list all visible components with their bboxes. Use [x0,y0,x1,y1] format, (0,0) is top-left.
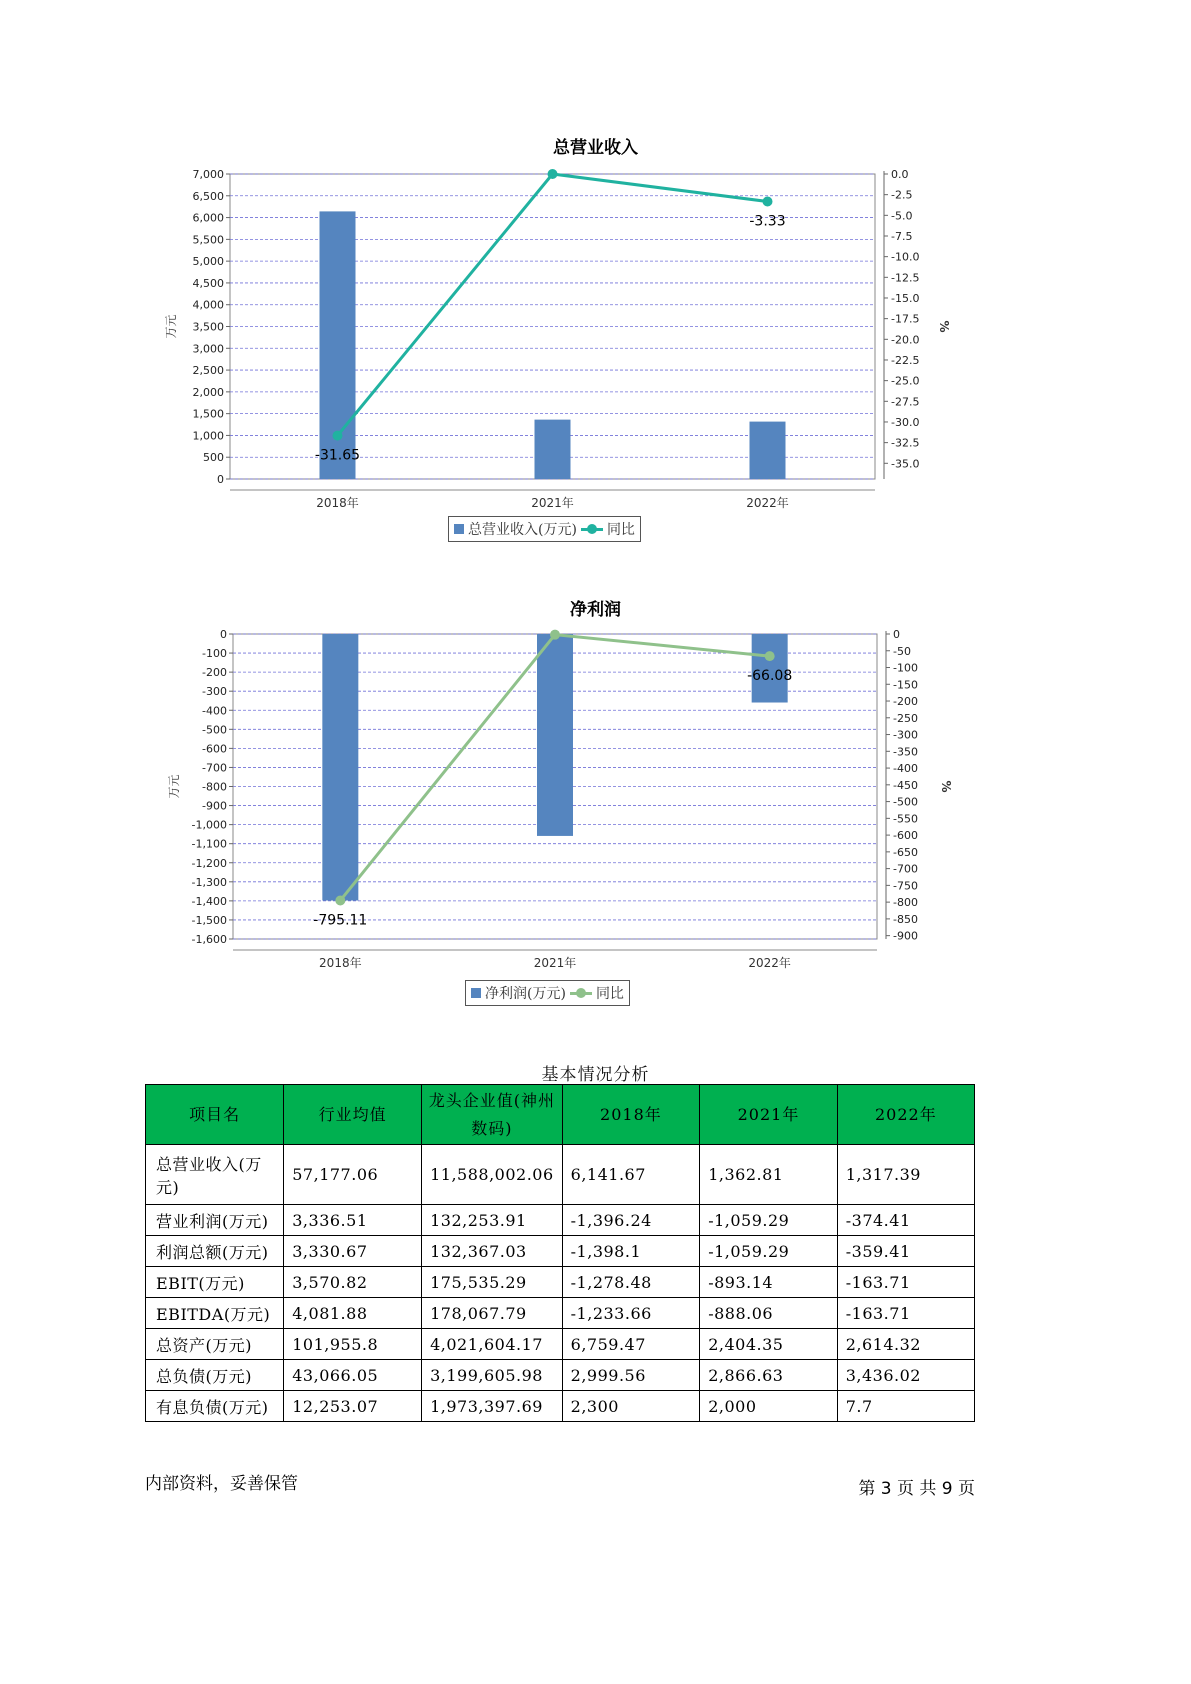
table-row [146,1236,975,1267]
x-tick-label: 2022年 [746,496,789,510]
y-tick-label: -1,200 [191,856,227,870]
row-label: EBIT(万元) [146,1267,284,1298]
x-tick-label: 2021年 [531,496,574,510]
y-tick-label: 6,000 [192,211,224,225]
y2-tick-label: -750 [893,879,918,893]
row-label: EBITDA(万元) [146,1298,284,1329]
y2-tick-label: -400 [893,762,918,776]
x-tick-label: 2018年 [316,496,359,510]
footer-confidential-note: 内部资料，妥善保管 [145,1474,298,1494]
yoy-point [763,197,773,207]
chart2-title: 净利润 [570,600,621,620]
table-row [146,1329,975,1360]
cell: -359.41 [837,1236,974,1267]
revenue-chart [0,160,1191,520]
header-2022: 2022年 [837,1085,974,1145]
y-tick-label: 0 [220,628,227,641]
y2-tick-label: -22.5 [891,353,920,367]
header-item-name: 项目名 [146,1085,284,1145]
chart1-legend [448,516,641,542]
y-axis-title: 万元 [167,774,181,799]
cell: -1,398.1 [562,1236,700,1267]
y2-tick-label: -550 [893,812,918,826]
y2-tick-label: -300 [893,728,918,742]
cell: -374.41 [837,1205,974,1236]
y2-tick-label: -650 [893,845,918,859]
y2-tick-label: -10.0 [891,250,920,264]
y2-tick-label: -700 [893,862,918,876]
yoy-point [548,169,558,179]
y-tick-label: 5,000 [192,255,224,269]
y-tick-label: -800 [202,780,227,794]
y-tick-label: 500 [203,451,224,465]
y-tick-label: -700 [202,761,227,775]
y-tick-label: -300 [202,685,227,699]
y2-tick-label: 0 [893,628,900,641]
cell: 2,614.32 [837,1329,974,1360]
cell: 2,404.35 [700,1329,838,1360]
cell: 3,336.51 [284,1205,422,1236]
cell: 57,177.06 [284,1145,422,1205]
y2-tick-label: 0.0 [891,168,909,181]
y-tick-label: -1,500 [191,913,227,927]
y-axis-title: 万元 [164,314,178,339]
y-tick-label: -500 [202,723,227,737]
y2-tick-label: -150 [893,678,918,692]
y2-tick-label: -15.0 [891,291,920,305]
bar [750,422,786,479]
legend-yoy-label: 同比 [595,986,624,1002]
y2-tick-label: -850 [893,912,918,926]
legend-netprofit-label: 净利润(万元) [485,986,566,1002]
y-tick-label: 2,500 [192,364,224,378]
cell: 2,999.56 [562,1360,700,1391]
cell: 3,199,605.98 [422,1360,563,1391]
cell: 3,570.82 [284,1267,422,1298]
table-row [146,1360,975,1391]
y2-tick-label: -350 [893,745,918,759]
yoy-point [765,651,775,661]
cell: 3,330.67 [284,1236,422,1267]
y2-tick-label: -30.0 [891,415,920,429]
yoy-data-label: -31.65 [314,447,361,464]
y-tick-label: -1,600 [191,933,227,946]
cell: 175,535.29 [422,1267,563,1298]
y2-tick-label: -900 [893,929,918,943]
cell: 132,253.91 [422,1205,563,1236]
cell: 43,066.05 [284,1360,422,1391]
table-header-row [146,1085,975,1145]
y-tick-label: 7,000 [192,168,224,181]
y2-tick-label: -35.0 [891,457,920,471]
y2-tick-label: -2.5 [891,188,913,202]
y2-tick-label: -25.0 [891,374,920,388]
y-tick-label: -200 [202,666,227,680]
legend-yoy-label: 同比 [606,522,635,538]
cell: -163.71 [837,1298,974,1329]
legend-line-swatch [570,988,592,998]
row-label: 总负债(万元) [146,1360,284,1391]
y2-tick-label: -12.5 [891,271,920,285]
cell: 6,759.47 [562,1329,700,1360]
y-tick-label: -1,000 [191,818,227,832]
y-tick-label: -1,100 [191,837,227,851]
cell: 1,362.81 [700,1145,838,1205]
cell: 1,317.39 [837,1145,974,1205]
yoy-data-label: -3.33 [749,213,786,230]
y2-tick-label: -7.5 [891,229,913,243]
bar [535,420,571,479]
footer-page-number: 第 3 页 共 9 页 [858,1479,975,1499]
y2-tick-label: -600 [893,829,918,843]
row-label: 有息负债(万元) [146,1391,284,1422]
x-tick-label: 2021年 [533,956,577,970]
cell: 101,955.8 [284,1329,422,1360]
y-tick-label: 4,500 [192,276,224,290]
y2-tick-label: -32.5 [891,436,920,450]
y2-tick-label: -50 [893,644,911,658]
net-profit-chart [0,622,1191,982]
cell: 178,067.79 [422,1298,563,1329]
y2-tick-label: -17.5 [891,312,920,326]
cell: -1,396.24 [562,1205,700,1236]
yoy-data-label: -66.08 [747,668,793,685]
y2-tick-label: -800 [893,896,918,910]
y-tick-label: 1,000 [192,429,224,443]
y-tick-label: 3,000 [192,342,224,356]
header-2021: 2021年 [700,1085,838,1145]
yoy-data-label: -795.11 [313,912,368,929]
chart2-legend [465,980,630,1006]
chart1-title: 总营业收入 [553,138,638,158]
x-tick-label: 2022年 [748,956,791,970]
table-title: 基本情况分析 [541,1065,650,1085]
y-tick-label: 5,500 [192,233,224,247]
row-label: 营业利润(万元) [146,1205,284,1236]
cell: 7.7 [837,1391,974,1422]
cell: 4,021,604.17 [422,1329,563,1360]
y-tick-label: 4,000 [192,298,224,312]
y-tick-label: 6,500 [192,189,224,203]
y2-tick-label: -5.0 [891,209,913,223]
table-row [146,1267,975,1298]
cell: 2,300 [562,1391,700,1422]
cell: 4,081.88 [284,1298,422,1329]
cell: 132,367.03 [422,1236,563,1267]
y-tick-label: 0 [217,473,224,486]
cell: -163.71 [837,1267,974,1298]
y-tick-label: -100 [202,647,227,661]
y2-tick-label: -200 [893,695,918,709]
x-tick-label: 2018年 [319,956,362,970]
cell: 2,000 [700,1391,838,1422]
cell: 12,253.07 [284,1391,422,1422]
y-tick-label: 3,500 [192,320,224,334]
y-tick-label: 2,000 [192,385,224,399]
bar [322,634,358,901]
y-tick-label: -400 [202,704,227,718]
y-tick-label: -600 [202,742,227,756]
cell: 6,141.67 [562,1145,700,1205]
legend-line-swatch [581,524,603,534]
y2-axis-title: % [939,780,953,793]
row-label: 总营业收入(万元) [146,1145,284,1205]
header-industry-avg: 行业均值 [284,1085,422,1145]
cell: -1,059.29 [700,1205,838,1236]
y2-axis-title: % [937,320,951,333]
legend-bar-swatch [471,988,481,998]
y2-tick-label: -20.0 [891,333,920,347]
cell: -1,278.48 [562,1267,700,1298]
cell: -893.14 [700,1267,838,1298]
yoy-point [550,630,560,640]
table-row [146,1298,975,1329]
table-row [146,1145,975,1205]
cell: 3,436.02 [837,1360,974,1391]
cell: -1,233.66 [562,1298,700,1329]
yoy-point [333,431,343,441]
header-2018: 2018年 [562,1085,700,1145]
y-tick-label: -900 [202,799,227,813]
row-label: 利润总额(万元) [146,1236,284,1267]
cell: -888.06 [700,1298,838,1329]
table-row [146,1391,975,1422]
y2-tick-label: -100 [893,661,918,675]
cell: 2,866.63 [700,1360,838,1391]
legend-bar-swatch [454,524,464,534]
header-leader-value: 龙头企业值(神州数码) [422,1085,563,1145]
legend-revenue-label: 总营业收入(万元) [468,522,577,538]
y-tick-label: -1,300 [191,875,227,889]
yoy-point [335,895,345,905]
cell: -1,059.29 [700,1236,838,1267]
row-label: 总资产(万元) [146,1329,284,1360]
cell: 1,973,397.69 [422,1391,563,1422]
cell: 11,588,002.06 [422,1145,563,1205]
y2-tick-label: -27.5 [891,395,920,409]
basic-analysis-table [145,1084,975,1422]
y2-tick-label: -500 [893,795,918,809]
y-tick-label: -1,400 [191,894,227,908]
y-tick-label: 1,500 [192,407,224,421]
bar [537,634,573,836]
y2-tick-label: -450 [893,778,918,792]
table-row [146,1205,975,1236]
y2-tick-label: -250 [893,711,918,725]
